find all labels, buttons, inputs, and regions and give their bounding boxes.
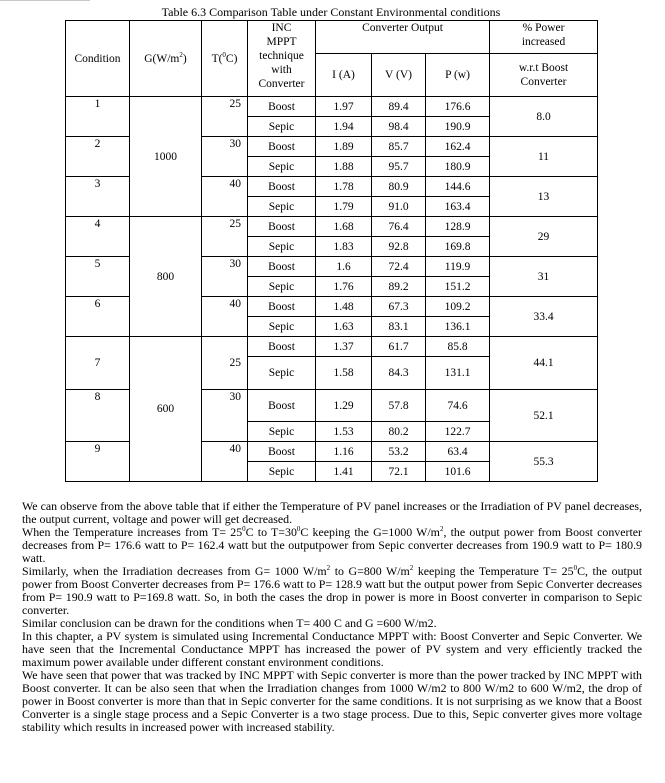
pct-power-cell: 33.4 [490,297,598,337]
converter-label: Boost [248,217,316,237]
value-cell: 1.6 [316,257,372,277]
value-cell: 144.6 [426,177,490,197]
value-cell: 169.8 [426,237,490,257]
condition-cell: 6 [66,297,130,337]
condition-cell: 4 [66,217,130,257]
value-cell: 1.53 [316,422,372,442]
value-cell: 162.4 [426,137,490,157]
value-cell: 89.2 [372,277,426,297]
value-cell: 1.78 [316,177,372,197]
value-cell: 119.9 [426,257,490,277]
value-cell: 128.9 [426,217,490,237]
temperature-cell: 30 [202,390,248,442]
value-cell: 1.63 [316,317,372,337]
temperature-cell: 30 [202,257,248,297]
value-cell: 89.4 [372,97,426,117]
converter-label: Sepic [248,237,316,257]
converter-label: Boost [248,297,316,317]
value-cell: 1.76 [316,277,372,297]
converter-label: Boost [248,177,316,197]
value-cell: 72.4 [372,257,426,277]
value-cell: 53.2 [372,442,426,462]
paragraph: Similarly, when the Irradiation decreases from G= 1000 $W/m^2$ to G=800 $W/m^2$ keeping the Temperature $T= 25^0C$, the output power from Boost Converter decreases from P= 176.6 watt to P= 128.9 watt but the output power from Sepic Converter decreases from P= 190.9 watt to P=169.8 watt. So, in both the cases the drop in power is more in Boost converter in comparison to Sepic converter. [22,564,643,617]
header-wrt: w.r.t Boost Converter [490,54,598,97]
temperature-cell: 25 [202,217,248,257]
value-cell: 1.41 [316,462,372,482]
value-cell: 83.1 [372,317,426,337]
comparison-table [65,20,598,482]
header-pct-power: % Power increased [490,21,598,54]
value-cell: 180.9 [426,157,490,177]
paragraph: When the Temperature increases from $T= 25^0C$ to $T=30^0C$ keeping the G=1000 $W/m^2$, the output power from Boost converter decreases from P= 176.6 watt to P= 162.4 watt but the outputpower from Sepic converter decreases from 190.9 watt to P= 180.9 watt. [22,525,643,565]
irradiance-cell: 1000 [130,97,202,217]
header-technique: INC MPPT technique with Converter [248,21,316,97]
condition-cell: 1 [66,97,130,137]
value-cell: 72.1 [372,462,426,482]
pct-power-cell: 29 [490,217,598,257]
pct-power-cell: 52.1 [490,390,598,442]
converter-label: Boost [248,257,316,277]
paragraph: We can observe from the above table that if either the Temperature of PV panel increases or the Irradiation of PV panel decreases, the output current, voltage and power will get decreased. [22,499,642,526]
table-row [66,337,598,357]
value-cell: 1.37 [316,337,372,357]
paragraph: In this chapter, a PV system is simulated using Incremental Conductance MPPT with: Boost Converter and Sepic Converter. We have seen that the Incremental Conductance MPPT has increased the power of PV system and very efficiently tracked the maximum power available under different constant environment conditions. [22,629,642,669]
header-temperature: T($^0$C) [202,21,248,97]
value-cell: 61.7 [372,337,426,357]
top-rule [0,0,90,1]
value-cell: 163.4 [426,197,490,217]
temperature-cell: 30 [202,137,248,177]
converter-label: Sepic [248,422,316,442]
paragraph: Similar conclusion can be drawn for the conditions when T= 400 C and G =600 W/m2. [22,616,437,630]
value-cell: 136.1 [426,317,490,337]
temperature-cell: 25 [202,97,248,137]
value-cell: 63.4 [426,442,490,462]
pct-power-cell: 13 [490,177,598,217]
converter-label: Sepic [248,197,316,217]
paragraph: We have seen that power that was tracked by INC MPPT with Sepic converter is more than the power tracked by INC MPPT with Boost converter. It can be also seen that when the Irradiation changes from 1000 W/m2 to 800 W/m2 to 600 W/m2, the drop of power in Boost converter is more than that in Sepic converter for the same conditions. It is not surprising as we know that a Boost Converter is a single stage process and a Sepic Converter is a two stage process. Due to this, Sepic converter gives more voltage stability which results in increased power with increased stability. [22,668,642,734]
value-cell: 98.4 [372,117,426,137]
value-cell: 91.0 [372,197,426,217]
converter-label: Sepic [248,277,316,297]
value-cell: 84.3 [372,357,426,390]
value-cell: 74.6 [426,390,490,422]
converter-label: Boost [248,337,316,357]
header-condition: Condition [66,21,130,97]
table-row [66,97,598,117]
value-cell: 101.6 [426,462,490,482]
value-cell: 92.8 [372,237,426,257]
value-cell: 76.4 [372,217,426,237]
value-cell: 67.3 [372,297,426,317]
value-cell: 1.94 [316,117,372,137]
header-current: I (A) [316,54,372,97]
value-cell: 1.89 [316,137,372,157]
value-cell: 176.6 [426,97,490,117]
value-cell: 151.2 [426,277,490,297]
value-cell: 1.68 [316,217,372,237]
value-cell: 57.8 [372,390,426,422]
converter-label: Boost [248,390,316,422]
value-cell: 85.8 [426,337,490,357]
value-cell: 85.7 [372,137,426,157]
pct-power-cell: 44.1 [490,337,598,390]
value-cell: 80.2 [372,422,426,442]
value-cell: 1.58 [316,357,372,390]
value-cell: 1.88 [316,157,372,177]
table-row [66,217,598,237]
converter-label: Boost [248,137,316,157]
temperature-cell: 40 [202,297,248,337]
converter-label: Sepic [248,357,316,390]
condition-cell: 7 [66,337,130,390]
condition-cell: 5 [66,257,130,297]
pct-power-cell: 8.0 [490,97,598,137]
irradiance-cell: 800 [130,217,202,337]
temperature-cell: 40 [202,177,248,217]
value-cell: 109.2 [426,297,490,317]
temperature-cell: 40 [202,442,248,482]
value-cell: 131.1 [426,357,490,390]
condition-cell: 3 [66,177,130,217]
condition-cell: 8 [66,390,130,442]
value-cell: 1.48 [316,297,372,317]
value-cell: 1.97 [316,97,372,117]
converter-label: Sepic [248,117,316,137]
pct-power-cell: 31 [490,257,598,297]
header-converter-output: Converter Output [316,21,490,54]
value-cell: 1.79 [316,197,372,217]
irradiance-cell: 600 [130,337,202,482]
converter-label: Boost [248,442,316,462]
header-voltage: V (V) [372,54,426,97]
value-cell: 1.16 [316,442,372,462]
table-caption: Table 6.3 Comparison Table under Constant Environmental conditions [161,5,501,19]
condition-cell: 2 [66,137,130,177]
converter-label: Sepic [248,157,316,177]
body-text [22,500,642,734]
converter-label: Sepic [248,462,316,482]
value-cell: 80.9 [372,177,426,197]
condition-cell: 9 [66,442,130,482]
temperature-cell: 25 [202,337,248,390]
pct-power-cell: 11 [490,137,598,177]
value-cell: 95.7 [372,157,426,177]
header-power: P (w) [426,54,490,97]
value-cell: 1.29 [316,390,372,422]
converter-label: Boost [248,97,316,117]
pct-power-cell: 55.3 [490,442,598,482]
header-irradiance: $G(W/m^2)$ [130,21,202,97]
converter-label: Sepic [248,317,316,337]
value-cell: 1.83 [316,237,372,257]
value-cell: 190.9 [426,117,490,137]
value-cell: 122.7 [426,422,490,442]
